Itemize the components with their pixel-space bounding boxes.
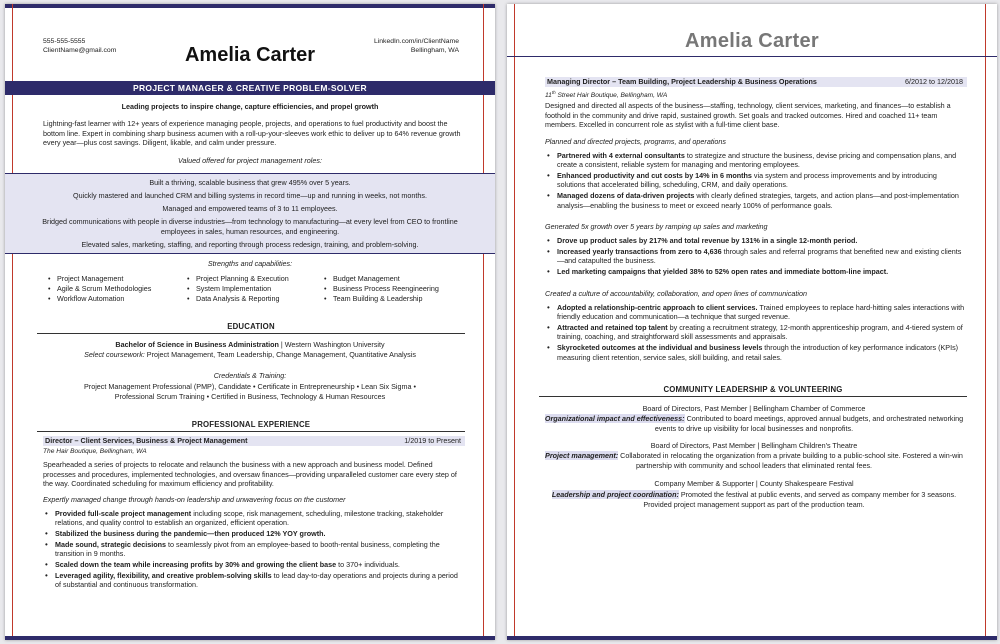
- phone: 555-555-5555: [43, 38, 86, 45]
- achievement-bullet: • Increased yearly transactions from zero to 4,636 through sales and referral programs that benefited new and existing clients—and catapulted the business.: [545, 247, 965, 266]
- achievement-bullet: • Made sound, strategic decisions to seamlessly pivot from an employee-based to booth-rental business, completing the transition in 9 months.: [43, 540, 463, 559]
- group2-bullets: [545, 236, 965, 278]
- strengths-column-3: [323, 274, 439, 305]
- value-item: Managed and empowered teams of 3 to 11 employees.: [162, 204, 338, 213]
- skill-item: • Workflow Automation: [47, 294, 151, 304]
- community-description: Project management: Collaborated in relocating the organization from a private building to a public-school site. Fostered a win-win partnership with community and school leaders that eliminated rental fees.: [545, 451, 963, 470]
- credentials-line: Project Management Professional (PMP), Candidate • Certificate in Entrepreneurship • Lean Six Sigma •: [84, 382, 416, 391]
- email: ClientName@gmail.com: [43, 47, 117, 54]
- top-accent-bar: [5, 4, 495, 8]
- value-item: Built a thriving, scalable business that grew 495% over 5 years.: [149, 178, 351, 187]
- strengths-column-1: [47, 274, 151, 305]
- school: | Western Washington University: [278, 340, 385, 349]
- candidate-name: Amelia Carter: [184, 44, 316, 66]
- degree: Bachelor of Science in Business Administration: [115, 340, 279, 349]
- community-role: Board of Directors, Past Member | Bellingham Chamber of Commerce: [642, 404, 866, 413]
- skill-item: • System Implementation: [186, 284, 289, 294]
- experience-heading: PROFESSIONAL EXPERIENCE: [37, 420, 465, 432]
- bottom-accent-bar: [5, 636, 495, 640]
- credentials-line: Professional Scrum Training • Certified in Business, Technology & Human Resources: [114, 392, 386, 401]
- location: Bellingham, WA: [410, 47, 459, 54]
- education-heading: EDUCATION: [37, 322, 465, 334]
- job-dates: 1/2019 to Present: [404, 436, 461, 445]
- group-heading: Planned and directed projects, programs, and operations: [545, 137, 726, 146]
- achievement-bullet: • Enhanced productivity and cut costs by 14% in 6 months via system and process improvements and by introducing solutions that accelerated billing, scheduling, CRM, and daily operations.: [545, 171, 965, 190]
- job-dates: 6/2012 to 12/2018: [905, 77, 963, 86]
- achievement-bullet: • Stabilized the business during the pandemic—then produced 12% YOY growth.: [43, 529, 463, 538]
- skill-item: • Budget Management: [323, 274, 439, 284]
- job-title: Director – Client Services, Business & Project Management: [45, 436, 248, 445]
- margin-guide-right: [483, 4, 484, 640]
- strengths-column-2: [186, 274, 289, 305]
- community-description: Organizational impact and effectiveness: Contributed to board meetings, approved annual budgets, and orchestrated networking events to drive up visibility for local businesses and nonprofits.: [544, 414, 964, 433]
- achievement-bullet: • Managed dozens of data-driven projects with clearly defined strategies, targets, and action plans—and post-implementation analysis—enabling the business to meet or exceed nearly 100% of performance goals.: [545, 191, 965, 210]
- community-role: Company Member & Supporter | County Shakespeare Festival: [654, 479, 854, 488]
- group3-bullets: [545, 303, 965, 364]
- summary: Lightning-fast learner with 12+ years of experience managing people, projects, and operations to fuel productivity and boost the bottom line. Expert in combining sharp business acumen with a roll-up-your-sleeves work ethic to deliver up to 64% revenue growth every year—plus cost savings. Diligent, likable, and calm under pressure.: [43, 119, 461, 147]
- value-item: Elevated sales, marketing, staffing, and reporting through process redesign, training, and problem-solving.: [81, 240, 419, 249]
- community-role: Board of Directors, Past Member | Bellingham Children's Theatre: [650, 441, 858, 450]
- job-company: The Hair Boutique, Bellingham, WA: [43, 448, 147, 455]
- coursework: Project Management, Team Leadership, Change Management, Quantitative Analysis: [144, 350, 416, 359]
- value-heading: Valued offered for project management roles:: [178, 156, 322, 165]
- job-title-bar: [43, 436, 465, 446]
- skill-item: • Data Analysis & Reporting: [186, 294, 289, 304]
- job-title-bar: [545, 77, 967, 87]
- coursework-line: [35, 350, 465, 360]
- margin-guide-left: [12, 4, 13, 640]
- headline-banner: PROJECT MANAGER & CREATIVE PROBLEM-SOLVER: [5, 81, 495, 95]
- job-bullets: [43, 509, 463, 591]
- achievement-bullet: • Scaled down the team while increasing profits by 30% and growing the client base to 370+ individuals.: [43, 560, 463, 569]
- group-heading: Created a culture of accountability, collaboration, and open lines of communication: [545, 289, 807, 298]
- value-item: Bridged communications with people in diverse industries—from technology to manufacturing—at every level from CEO to frontline employees in sales, human resources, and engineering.: [42, 217, 458, 236]
- job-title: Managing Director – Team Building, Project Leadership & Business Operations: [547, 77, 817, 86]
- community-description: Leadership and project coordination: Promoted the festival at public events, and served as company member for 3 seasons. Provided project management support as part of the production team.: [551, 490, 957, 509]
- achievement-bullet: • Attracted and retained top talent by creating a recruitment strategy, 12-month apprenticeship program, and 4-tiered system of training, coaching, and straightforward skill assessments and appraisals.: [545, 323, 965, 342]
- coursework-label: Select coursework:: [84, 350, 145, 359]
- value-box: [5, 173, 495, 254]
- job-summary: Spearheaded a series of projects to relocate and relaunch the business with a new approach and business model. Defined processes and procedures, implemented technologies, and oversaw finances—providing unparalleled customer care every step of the way. Coordinated scheduling for maximum efficiency and profitability.: [43, 460, 457, 488]
- linkedin: LinkedIn.com/in/ClientName: [373, 38, 459, 45]
- achievement-bullet: • Drove up product sales by 217% and total revenue by 131% in a single 12-month period.: [545, 236, 965, 245]
- achievement-bullet: • Skyrocketed outcomes at the individual and business levels through the introduction of key performance indicators (KPIs) measuring client retention, service sales, skill building, and retail sales.: [545, 343, 965, 362]
- margin-guide-right: [985, 4, 986, 640]
- value-item: Quickly mastered and launched CRM and billing systems in record time—up and running in weeks, not months.: [73, 191, 427, 200]
- group1-bullets: [545, 151, 965, 212]
- skill-item: • Business Process Reengineering: [323, 284, 439, 294]
- job-summary: Designed and directed all aspects of the business—staffing, technology, client services, marketing, and finances—to establish a foothold in the community and drive rapid, sustained growth. Set goals and tracked outcomes. Hired and coached 11+ team members. Excelled in concurrent role as stylist with a full-time client base.: [545, 101, 951, 129]
- skill-item: • Team Building & Leadership: [323, 294, 439, 304]
- job-subheading: Expertly managed change through hands-on leadership and unwavering focus on the customer: [43, 495, 346, 504]
- resume-page-1: [5, 4, 495, 640]
- margin-guide-left: [514, 4, 515, 640]
- tagline: Leading projects to inspire change, capture efficiencies, and propel growth: [121, 102, 379, 111]
- achievement-bullet: • Provided full-scale project management including scope, risk management, scheduling, milestone tracking, stakeholder relations, and quality control to establish an organized, efficient operation.: [43, 509, 463, 528]
- achievement-bullet: • Partnered with 4 external consultants to strategize and structure the business, devise pricing and compensation plans, and create a consistent, reliable system for managing and mentoring employees.: [545, 151, 965, 170]
- skill-item: • Project Planning & Execution: [186, 274, 289, 284]
- strengths-heading: Strengths and capabilities:: [207, 259, 293, 268]
- achievement-bullet: • Leveraged agility, flexibility, and creative problem-solving skills to lead day-to-day operations and projects during a period of substantial and continuous transformation.: [43, 571, 463, 590]
- community-heading: COMMUNITY LEADERSHIP & VOLUNTEERING: [539, 385, 967, 397]
- bottom-accent-bar: [507, 636, 997, 640]
- header-rule: [507, 56, 997, 57]
- job-company: 11th Street Hair Boutique, Bellingham, WA: [545, 90, 668, 100]
- achievement-bullet: • Adopted a relationship-centric approach to client services. Trained employees to replace hard-hitting sales interactions with friendly education and communication—a technique that surged revenue.: [545, 303, 965, 322]
- skill-item: • Project Management: [47, 274, 151, 284]
- credentials-heading: Credentials & Training:: [213, 371, 287, 380]
- achievement-bullet: • Led marketing campaigns that yielded 38% to 52% open rates and immediate bottom-line impact.: [545, 267, 965, 276]
- resume-page-2: [507, 4, 997, 640]
- skill-item: • Agile & Scrum Methodologies: [47, 284, 151, 294]
- candidate-name-header: Amelia Carter: [685, 30, 819, 52]
- degree-line: [35, 340, 465, 350]
- group-heading: Generated 5x growth over 5 years by ramping up sales and marketing: [545, 222, 768, 231]
